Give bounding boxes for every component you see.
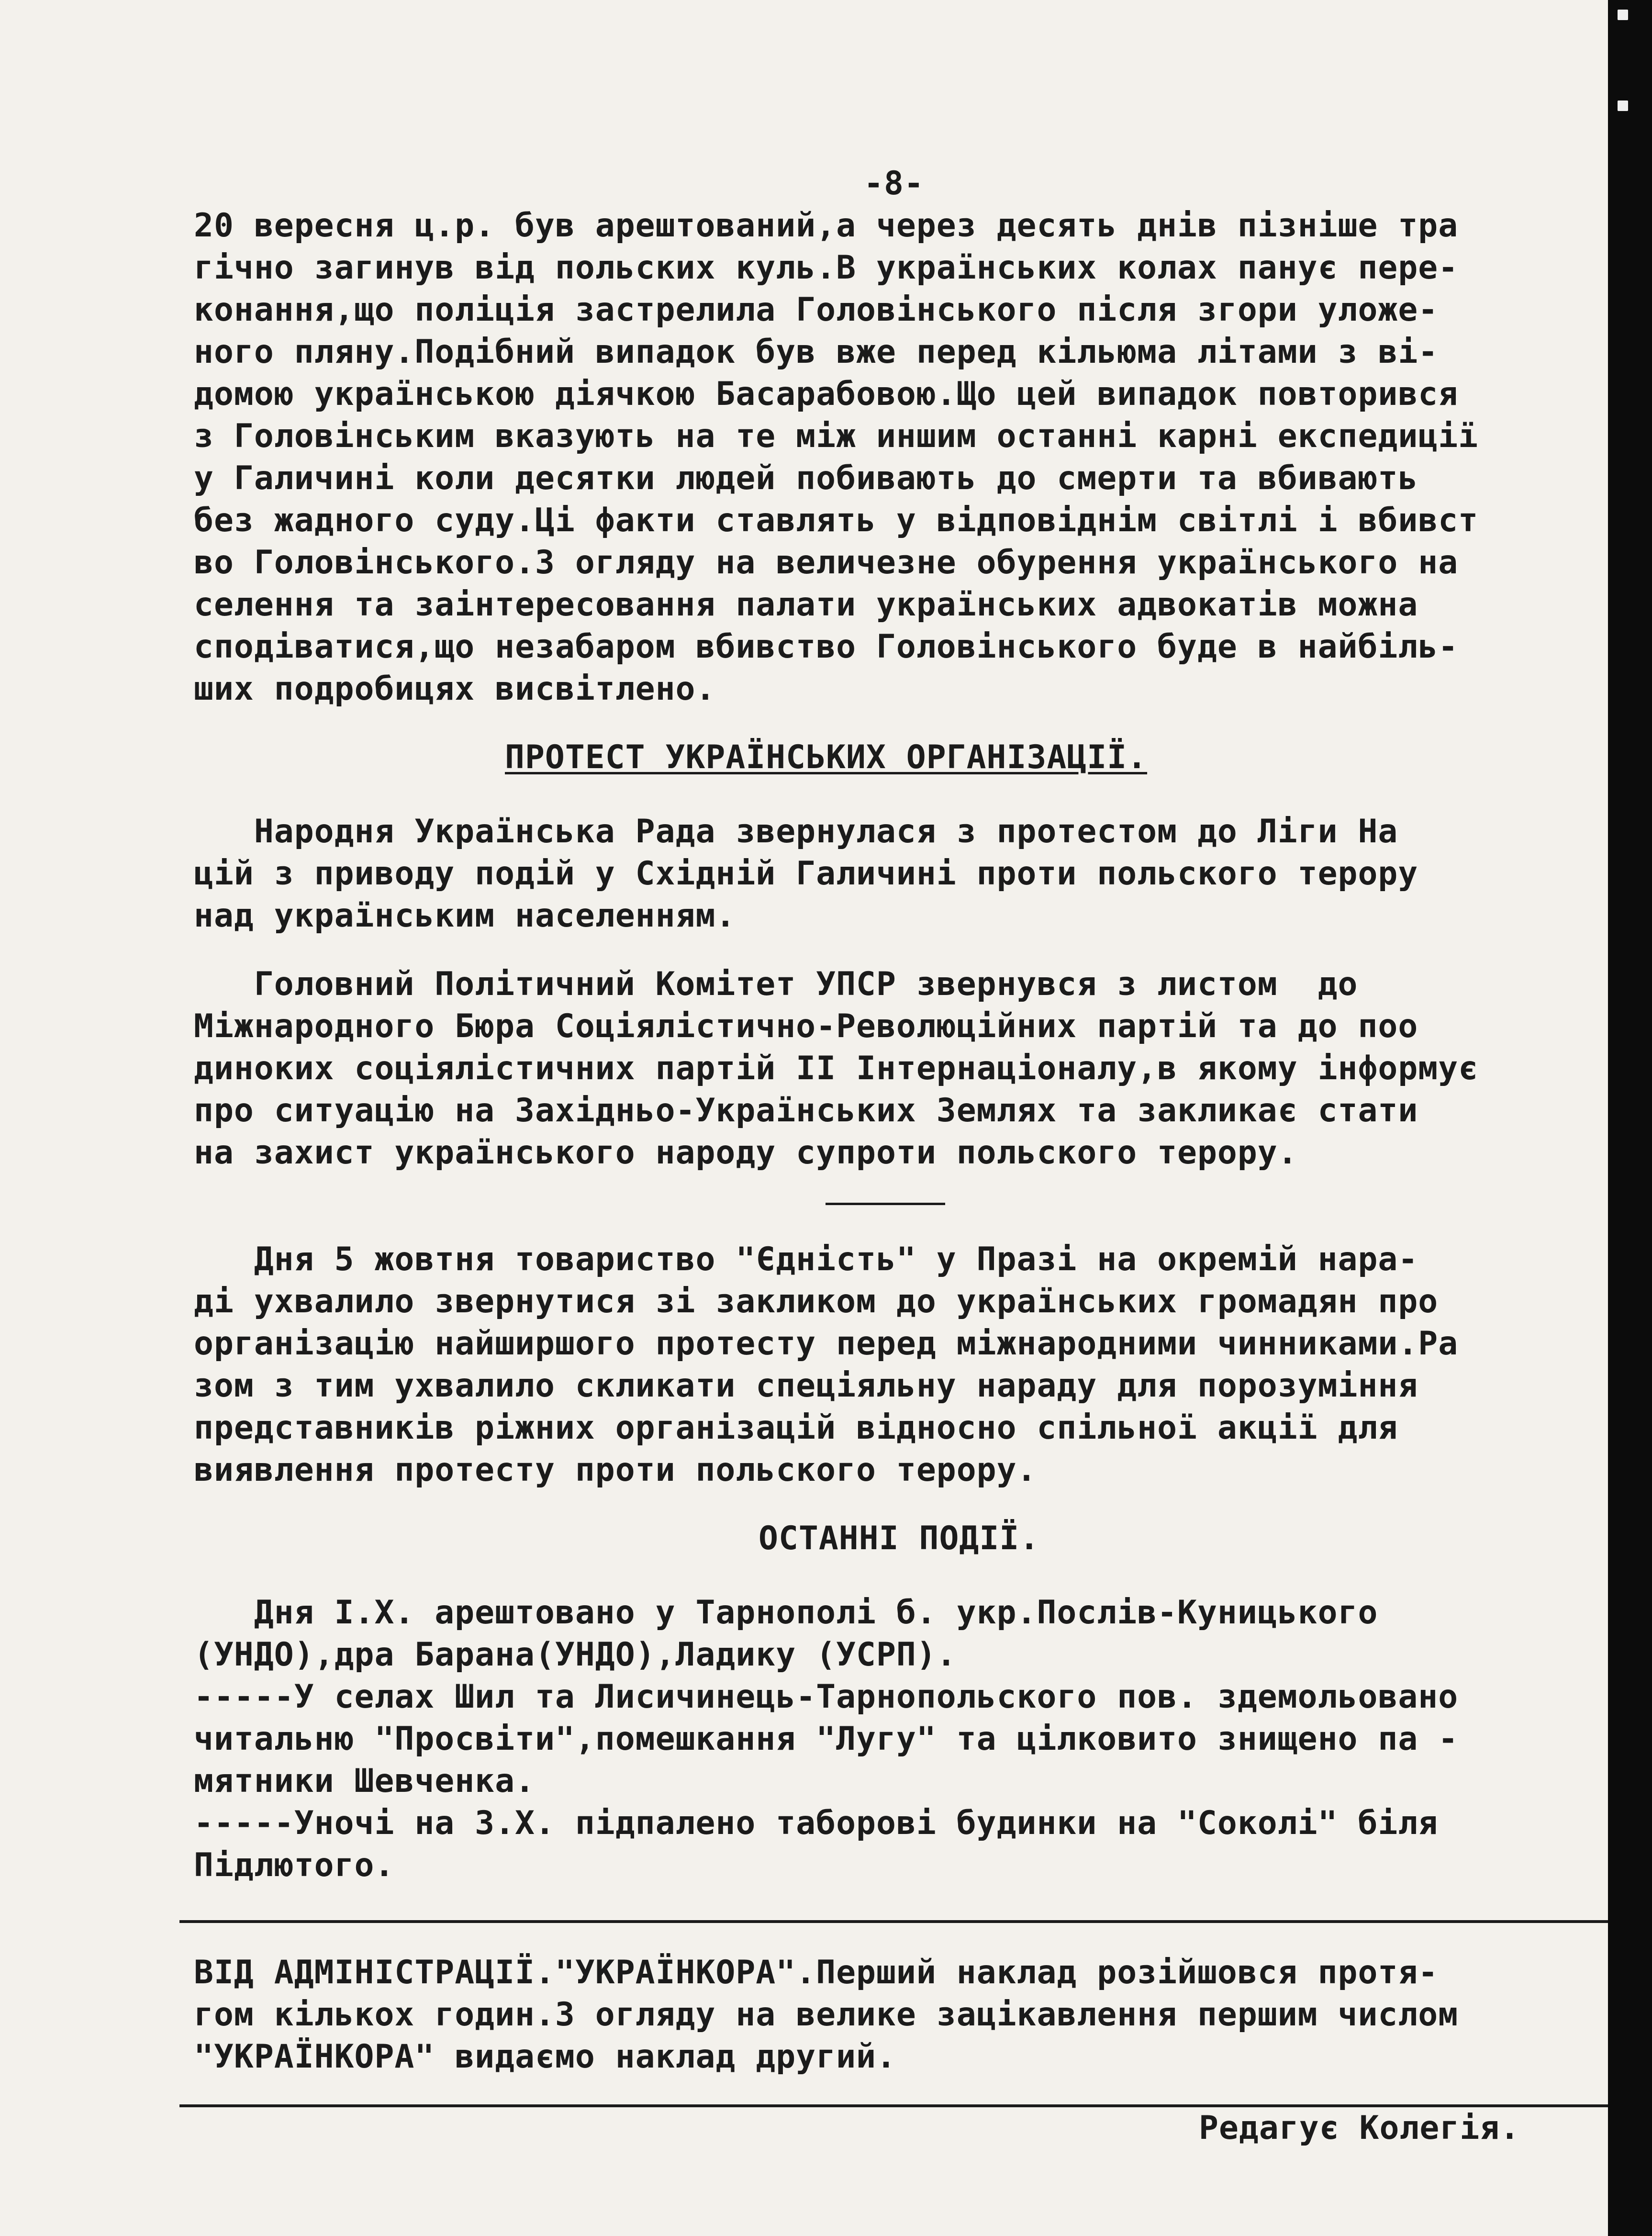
text-line: -----Уночі на 3.Х. підпалено таборові будинки на "Соколі" біля <box>194 1804 1439 1842</box>
document-body <box>194 163 1606 2149</box>
text-line: про ситуацію на Західньо-Українських Землях та закликає стати <box>194 1092 1418 1129</box>
text-line: Народня Українська Рада звернулася з протестом до Ліги На <box>194 813 1398 850</box>
admin-notice <box>194 1952 1606 2078</box>
protest-paragraph-3 <box>194 1239 1606 1491</box>
text-line: читальню "Просвіти",помешкання "Лугу" та цілковито знищено па - <box>194 1720 1459 1758</box>
text-line: домою українською діячкою Басарабовою.Що цей випадок повторився <box>194 375 1459 413</box>
text-line: сподіватися,що незабаром вбивство Головінського буде в найбіль- <box>194 628 1459 666</box>
section-divider <box>826 1203 945 1205</box>
text-line: -----У селах Шил та Лисичинець-Тарнопольского пов. здемольовано <box>194 1678 1459 1716</box>
text-line: представників ріжних організацій відносно спільної акції для <box>194 1409 1398 1447</box>
text-line: виявлення протесту проти польского терору. <box>194 1451 1037 1489</box>
text-line: селення та заінтересовання палати українських адвокатів можна <box>194 586 1418 624</box>
text-line: "УКРАЇНКОРА" видаємо наклад другий. <box>194 2038 896 2076</box>
film-edge <box>1608 0 1652 2236</box>
text-line: на захист українського народу супроти польского терору. <box>194 1134 1298 1172</box>
text-line: во Головінського.З огляду на величезне обурення українського на <box>194 544 1459 581</box>
text-line: ді ухвалило звернутися зі закликом до українських громадян про <box>194 1283 1439 1320</box>
text-line: конання,що поліція застрелила Головінського після згори уложе- <box>194 291 1439 329</box>
recent-events <box>194 1592 1606 1887</box>
text-line: ВІД АДМІНІСТРАЦІЇ."УКРАЇНКОРА".Перший наклад розійшовся протя- <box>194 1954 1439 1991</box>
text-line: ших подробицях висвітлено. <box>194 670 716 708</box>
text-line: Міжнародного Бюра Соціялістично-Революційних партій та до поо <box>194 1007 1418 1045</box>
signature: Редагує Колегія. <box>1199 2109 1520 2147</box>
protest-paragraph-2 <box>194 963 1606 1174</box>
text-line: у Галичині коли десятки людей побивають до смерти та вбивають <box>194 459 1418 497</box>
text-line: мятники Шевченка. <box>194 1762 535 1800</box>
text-line: ного пляну.Подібний випадок був вже перед кільюма літами з ві- <box>194 333 1439 371</box>
heading-recent-events: ОСТАННІ ПОДІЇ. <box>759 1520 1040 1557</box>
text-line: над українським населенням. <box>194 897 736 935</box>
intro-paragraph <box>194 205 1606 710</box>
text-line: Головний Політичний Комітет УПСР звернувся з листом до <box>194 965 1358 1003</box>
text-line: 20 вересня ц.р. був арештований,а через десять днів пізніше тра <box>194 207 1459 245</box>
text-line: Підлютого. <box>194 1846 395 1884</box>
text-line: гом кількох годин.З огляду на велике зацікавлення першим числом <box>194 1996 1459 2034</box>
film-perforation <box>1618 10 1628 20</box>
text-line: гічно загинув від польских куль.В українських колах панує пере- <box>194 249 1459 287</box>
text-line: (УНДО),дра Барана(УНДО),Ладику (УСРП). <box>194 1636 957 1674</box>
text-line: диноких соціялістичних партій II Інтернаціоналу,в якому інформує <box>194 1050 1479 1087</box>
protest-paragraph-1 <box>194 811 1606 937</box>
film-perforation <box>1618 101 1628 111</box>
text-line: зом з тим ухвалило скликати спеціяльну нараду для порозуміння <box>194 1367 1418 1405</box>
text-line: Дня І.Х. арештовано у Тарнополі б. укр.Послів-Куницького <box>194 1594 1378 1632</box>
text-line: без жадного суду.Ці факти ставлять у відповіднім світлі і вбивст <box>194 502 1479 539</box>
text-line: організацію найширшого протесту перед міжнародними чинниками.Ра <box>194 1325 1459 1363</box>
text-line: Дня 5 жовтня товариство "Єдність" у Празі на окремій нара- <box>194 1241 1418 1278</box>
text-line: з Головінським вказують на те між иншим останні карні експедиції <box>194 417 1479 455</box>
page-number: -8- <box>864 165 924 202</box>
text-line: цій з приводу подій у Східній Галичині проти польского терору <box>194 855 1418 893</box>
heading-protest: ПРОТЕСТ УКРАЇНСЬКИХ ОРГАНІЗАЦІЇ. <box>505 738 1148 776</box>
